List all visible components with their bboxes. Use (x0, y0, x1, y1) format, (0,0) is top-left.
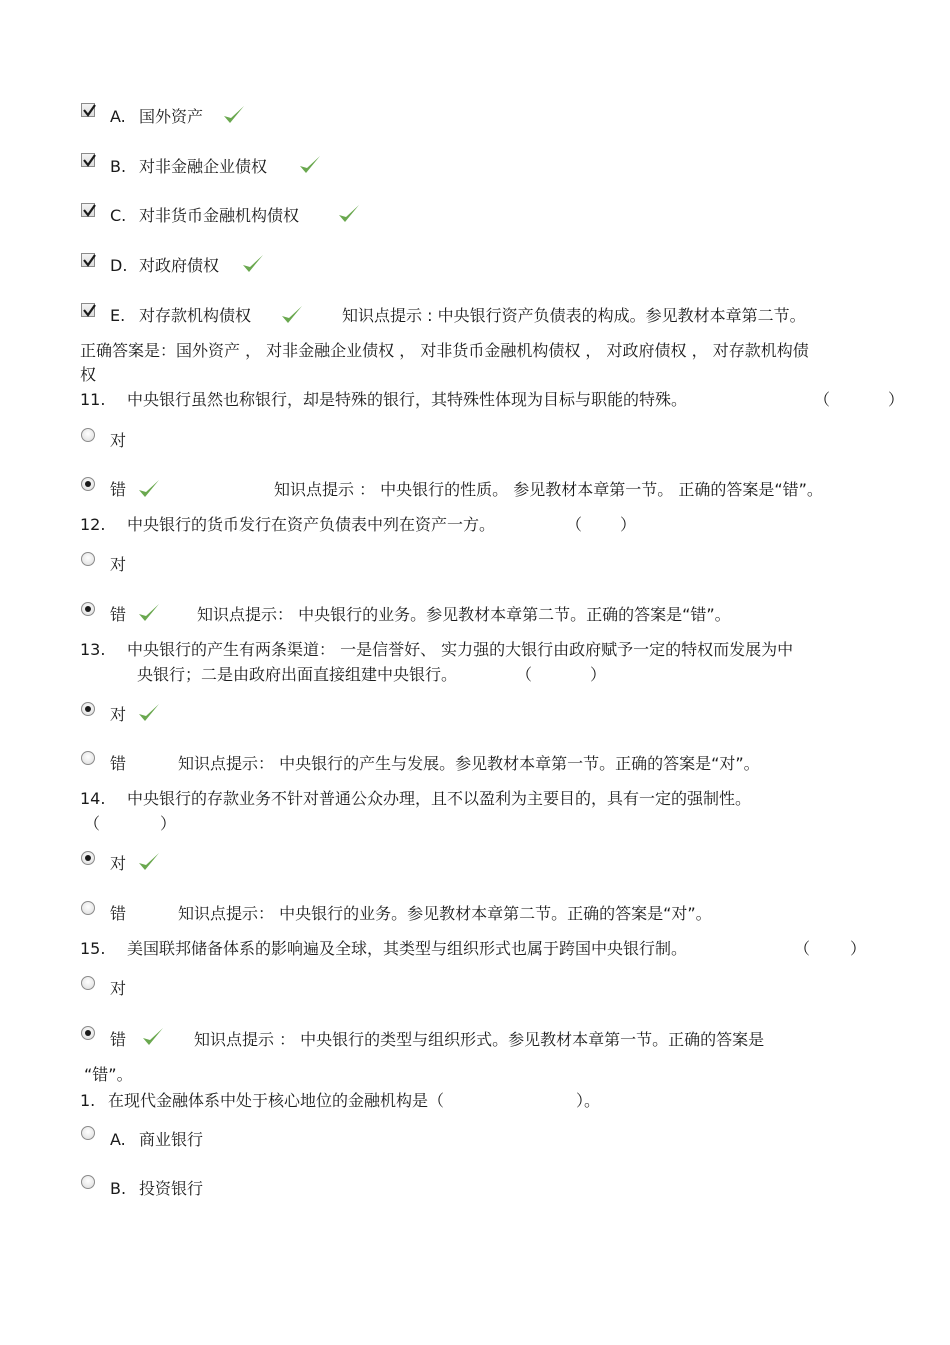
correct-check-icon (280, 303, 304, 327)
radio-false[interactable] (81, 901, 95, 915)
option-a-checkbox[interactable] (81, 103, 95, 117)
radio-true[interactable] (81, 976, 95, 990)
question-number: 15. (80, 939, 106, 958)
knowledge-hint: 知识点提示： 中央银行的业务。参见教材本章第二节。正确的答案是“对”。 (178, 904, 712, 923)
question-number: 13. (80, 640, 106, 659)
answer-paren-close: ） (620, 515, 637, 534)
answer-paren-close: ） (590, 665, 607, 684)
option-b-text: 投资银行 (139, 1179, 204, 1198)
radio-true[interactable] (81, 428, 95, 442)
radio-false[interactable] (81, 1026, 95, 1040)
option-b-letter: B. (110, 157, 127, 176)
question-text: 中央银行的货币发行在资产负债表中列在资产一方。 (127, 515, 496, 534)
knowledge-hint: 知识点提示： 中央银行的产生与发展。参见教材本章第一节。正确的答案是“对”。 (178, 754, 760, 773)
radio-false[interactable] (81, 751, 95, 765)
radio-false[interactable] (81, 477, 95, 491)
radio-true[interactable] (81, 552, 95, 566)
correct-check-icon (241, 252, 265, 276)
knowledge-hint: 知识点提示 : 中央银行资产负债表的构成。参见教材本章第二节。 (342, 306, 806, 325)
correct-check-icon (298, 153, 322, 177)
option-b-radio[interactable] (81, 1175, 95, 1189)
option-false-label: 错 (110, 480, 127, 499)
option-d-checkbox[interactable] (81, 253, 95, 267)
option-false-label: 错 (110, 1030, 127, 1049)
question-number: 1. (80, 1091, 96, 1110)
correct-answer-text: 正确答案是：国外资产 ， 对非金融企业债权 ， 对非货币金融机构债权 ， 对政府债权 ， 对存款机构债 (80, 341, 809, 360)
correct-check-icon (141, 1025, 165, 1049)
answer-paren-open: （ (814, 390, 831, 409)
option-true-label: 对 (110, 705, 127, 724)
option-true-label: 对 (110, 555, 127, 574)
radio-true[interactable] (81, 702, 95, 716)
answer-paren-close: ） (160, 814, 177, 833)
option-true-label: 对 (110, 431, 127, 450)
option-c-letter: C. (110, 206, 127, 225)
option-false-label: 错 (110, 904, 127, 923)
knowledge-hint: 知识点提示 ： 中央银行的类型与组织形式。参见教材本章第一节。正确的答案是 (194, 1030, 765, 1049)
option-e-checkbox[interactable] (81, 303, 95, 317)
option-true-label: 对 (110, 979, 127, 998)
knowledge-hint: 知识点提示： 中央银行的业务。参见教材本章第二节。正确的答案是“错”。 (197, 605, 731, 624)
option-b-letter: B. (110, 1179, 127, 1198)
question-text: 中央银行虽然也称银行，却是特殊的银行，其特殊性体现为目标与职能的特殊。 (127, 390, 688, 409)
option-d-letter: D. (110, 256, 128, 275)
answer-paren-open: （ (84, 814, 101, 833)
correct-check-icon (137, 477, 161, 501)
option-e-text: 对存款机构债权 (139, 306, 252, 325)
option-a-radio[interactable] (81, 1126, 95, 1140)
radio-true[interactable] (81, 851, 95, 865)
option-a-text: 国外资产 (139, 107, 204, 126)
question-number: 14. (80, 789, 106, 808)
option-c-text: 对非货币金融机构债权 (139, 206, 300, 225)
correct-answer-text-cont: 权 (80, 365, 97, 384)
option-a-letter: A. (110, 107, 126, 126)
question-text: 在现代金融体系中处于核心地位的金融机构是（ (108, 1091, 445, 1110)
question-text: 美国联邦储备体系的影响遍及全球，其类型与组织形式也属于跨国中央银行制。 (127, 939, 688, 958)
correct-check-icon (137, 601, 161, 625)
option-false-label: 错 (110, 754, 127, 773)
answer-paren-open: （ (794, 939, 811, 958)
option-b-checkbox[interactable] (81, 153, 95, 167)
option-true-label: 对 (110, 854, 127, 873)
option-false-label: 错 (110, 605, 127, 624)
question-number: 11. (80, 390, 106, 409)
answer-paren-open: （ (566, 515, 583, 534)
answer-paren-close: ）。 (576, 1091, 601, 1110)
correct-check-icon (137, 701, 161, 725)
option-d-text: 对政府债权 (139, 256, 220, 275)
option-c-checkbox[interactable] (81, 203, 95, 217)
correct-check-icon (222, 103, 246, 127)
option-a-text: 商业银行 (139, 1130, 204, 1149)
answer-paren-close: ） (850, 939, 867, 958)
answer-paren-close: ） (888, 390, 905, 409)
option-e-letter: E. (110, 306, 126, 325)
question-number: 12. (80, 515, 106, 534)
option-a-letter: A. (110, 1130, 126, 1149)
radio-false[interactable] (81, 602, 95, 616)
correct-check-icon (137, 850, 161, 874)
answer-paren-open: （ (516, 665, 533, 684)
knowledge-hint-cont: “错”。 (84, 1065, 133, 1084)
knowledge-hint: 知识点提示 ： 中央银行的性质。 参见教材本章第一节。 正确的答案是“错”。 (274, 480, 823, 499)
option-b-text: 对非金融企业债权 (139, 157, 268, 176)
question-text: 中央银行的产生有两条渠道： 一是信誉好、 实力强的大银行由政府赋予一定的特权而发展为中 (127, 640, 794, 659)
question-text: 中央银行的存款业务不针对普通公众办理，且不以盈利为主要目的，具有一定的强制性。 (127, 789, 752, 808)
question-text-cont: 央银行；二是由政府出面直接组建中央银行。 (137, 665, 458, 684)
correct-check-icon (337, 202, 361, 226)
